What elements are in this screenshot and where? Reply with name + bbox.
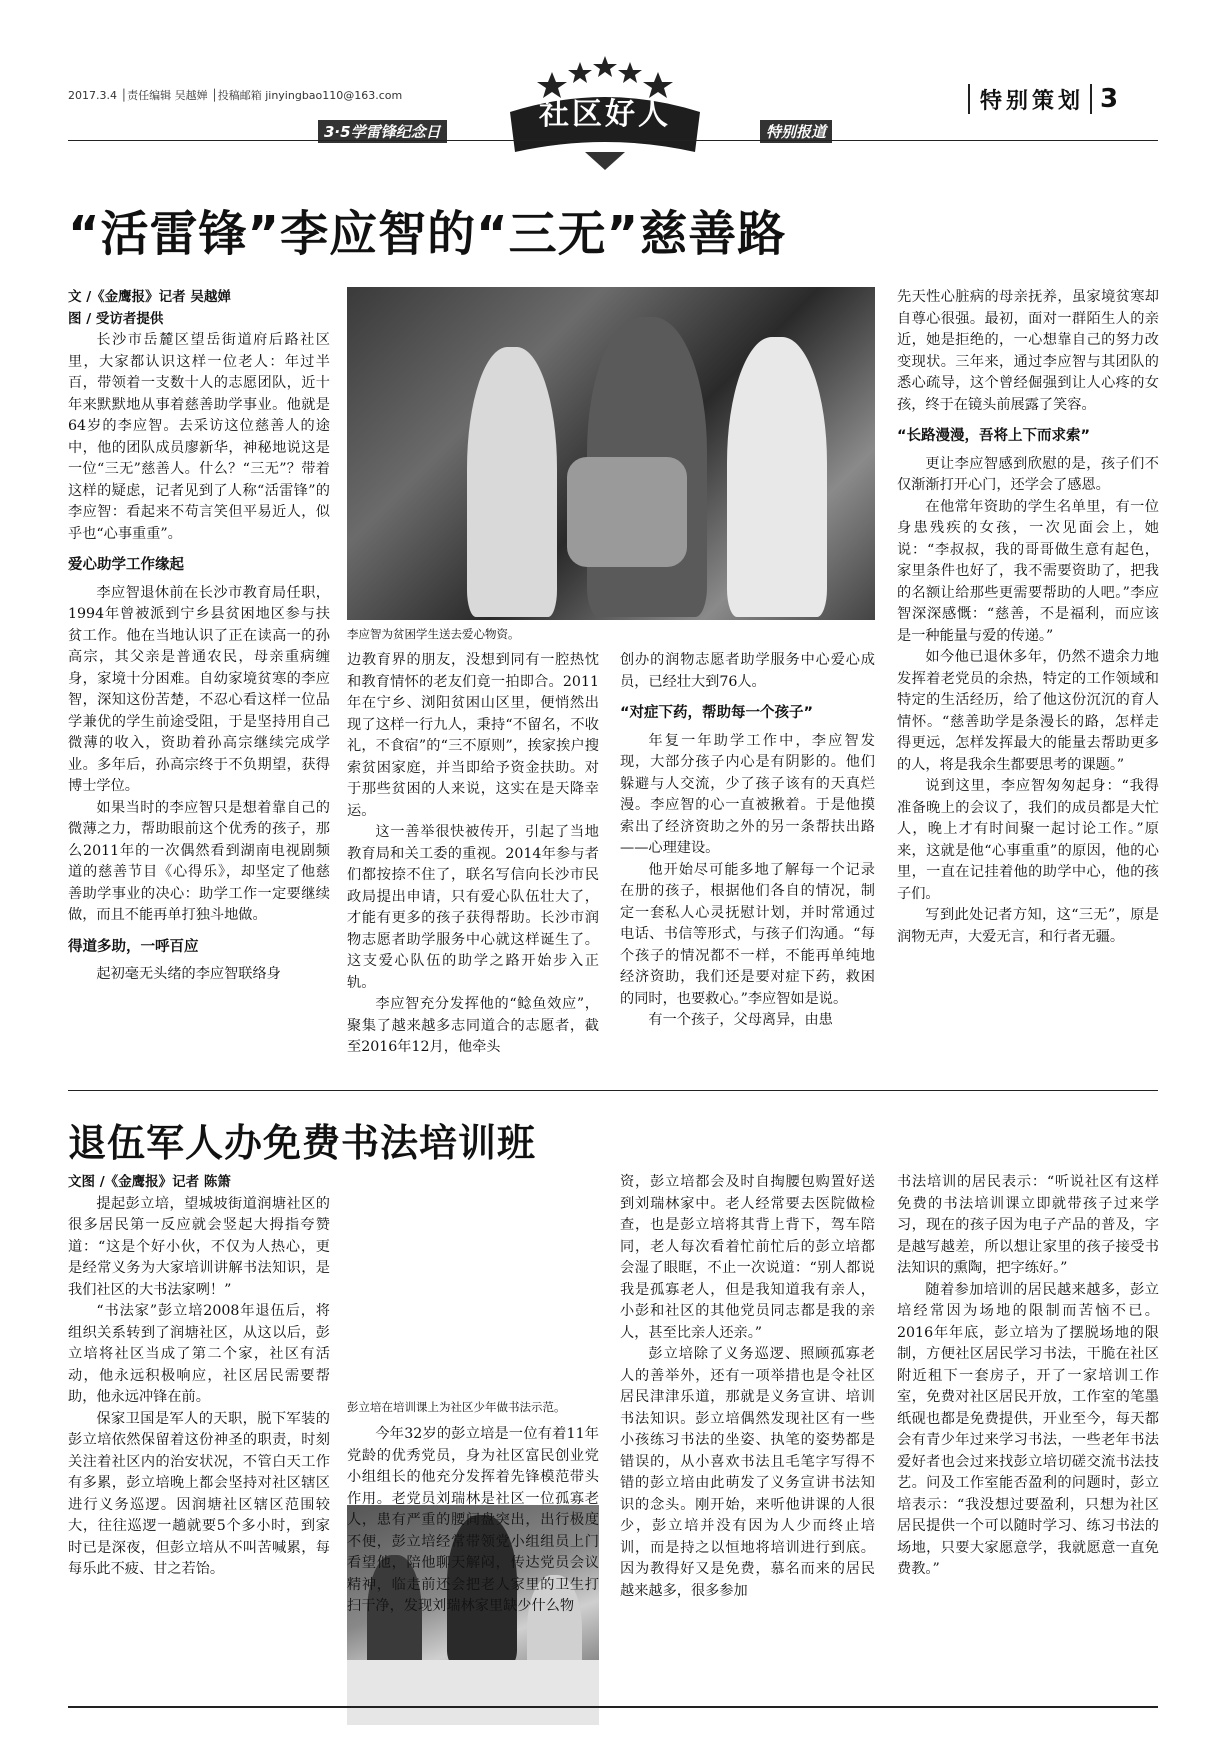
paragraph: 写到此处记者方知，这“三无”，原是润物无声，大爱无言，和行者无疆。 bbox=[897, 907, 1159, 945]
article1-title: “活雷锋”李应智的“三无”慈善路 bbox=[68, 206, 787, 262]
right-banner: 特别报道 bbox=[760, 120, 832, 143]
paragraph: 书法培训的居民表示：“听说社区有这样免费的书法培训课立即就带孩子过来学习，现在的孩子因为电子产品的普及，字是越写越差，所以想让家里的孩子接受书法知识的熏陶，把字练好。” bbox=[897, 1174, 1159, 1276]
paragraph: 如今他已退休多年，仍然不遗余力地发挥着老党员的余热，特定的工作领域和特定的生活经历，给了他这份沉沉的育人情怀。“慈善助学是条漫长的路，怎样走得更远，怎样发挥最大的能量去帮助更多的人，将是我余生都要思考的课题。” bbox=[897, 649, 1159, 773]
section-tag: 特别策划 bbox=[980, 88, 1085, 114]
subheading: “对症下药，帮助每一个孩子” bbox=[620, 705, 814, 721]
center-banner: 社区好人 bbox=[539, 97, 671, 132]
paragraph: 彭立培除了义务巡逻、照顾孤寡老人的善举外，还有一项举措也是令社区居民津津乐道，那就是义务宣讲、培训书法知识。彭立培偶然发现社区有一些小孩练习书法的坐姿、执笔的姿势都是错误的，从小喜欢书法且毛笔字写得不错的彭立培由此萌发了义务宣讲书法知识的念头。刚开始，来听他讲课的人很少，彭立培并没有因为人少而终止培训，而是持之以恒地将培训进行到底。因为教得好又是免费，慕名而来的居民越来越多，很多参加 bbox=[620, 1346, 875, 1599]
subheading: 得道多助，一呼百应 bbox=[68, 938, 199, 955]
article2-col2 bbox=[347, 1424, 599, 1704]
paragraph: 有一个孩子，父母离异，由患 bbox=[648, 1012, 833, 1028]
paragraph: 边教育界的朋友，没想到同有一腔热忱和教育情怀的老友们竟一拍即合。2011年在宁乡、浏阳贫困山区里，便悄然出现了这样一行九人，秉持“不留名，不收礼，不食宿”的“三不原则”，挨家挨户搜索贫困家庭，并当即给予资金扶助。对于那些贫困的人来说，这实在是天降幸运。 bbox=[347, 652, 599, 819]
subheading: 爱心助学工作缘起 bbox=[68, 557, 184, 573]
paragraph: 李应智充分发挥他的“鲶鱼效应”，聚集了越来越多志同道合的志愿者，截至2016年12月，他牵头 bbox=[347, 996, 599, 1055]
paragraph: 如果当时的李应智只是想着靠自己的微薄之力，帮助眼前这个优秀的孩子，那么2011年的一次偶然看到湖南电视剧频道的慈善节目《心得乐》，却坚定了他慈善助学事业的决心：助学工作一定要继续做，而且不能再单打独斗地做。 bbox=[68, 799, 330, 923]
article2-title: 退伍军人办免费书法培训班 bbox=[68, 1121, 537, 1165]
article1-photo-caption: 李应智为贫困学生送去爱心物资。 bbox=[347, 627, 520, 641]
article2-photo-caption: 彭立培在培训课上为社区少年做书法示范。 bbox=[347, 1400, 566, 1414]
paragraph: 李应智退休前在长沙市教育局任职，1994年曾被派到宁乡县贫困地区参与扶贫工作。他在当地认识了正在读高一的孙高宗，其父亲是普通农民，母亲重病缠身，家境十分困难。自幼家境贫寒的李应智，深知这份苦楚，不忍心看这样一位品学兼优的学生前途受阻，于是坚持用自己微薄的收入，资助着孙高宗继续完成学业。多年后，孙高宗终于不负期望，获得博士学位。 bbox=[68, 584, 330, 794]
paragraph: 更让李应智感到欣慰的是，孩子们不仅渐渐打开心门，还学会了感恩。 bbox=[897, 455, 1159, 493]
article1-photo bbox=[347, 287, 875, 620]
left-banner: 3·5学雷锋纪念日 bbox=[318, 120, 447, 143]
article2-col4 bbox=[897, 1172, 1159, 1702]
paragraph: 他开始尽可能多地了解每一个记录在册的孩子，根据他们各自的情况，制定一套私人心灵抚慰计划，并时常通过电话、书信等形式，与孩子们沟通。“每个孩子的情况都不一样，不能再单纯地经济资助，我们还是要对症下药，救困的同时，也要救心。”李应智如是说。 bbox=[620, 861, 875, 1007]
paragraph: 年复一年助学工作中，李应智发现，大部分孩子内心是有阴影的。他们躲避与人交流，少了孩子该有的天真烂漫。李应智的心一直被揪着。于是他摸索出了经济资助之外的另一条帮扶出路——心理建设。 bbox=[620, 732, 875, 856]
paragraph: 起初毫无头绪的李应智联络身 bbox=[96, 966, 281, 982]
paragraph: 说到这里，李应智匆匆起身：“我得准备晚上的会议了，我们的成员都是大忙人，晚上才有时间聚一起讨论工作。”原来，这就是他“心事重重”的原因，他的心里，一直在记挂着他的助学中心，他的孩子们。 bbox=[897, 778, 1159, 902]
section-label bbox=[968, 82, 1118, 116]
article2-col3 bbox=[620, 1172, 875, 1702]
paragraph: 随着参加培训的居民越来越多，彭立培经常因为场地的限制而苦恼不已。2016年年底，彭立培为了摆脱场地的限制，方便社区居民学习书法，干脆在社区附近租下一套房子，开了一家培训工作室，免费对社区居民开放，工作室的笔墨纸砚也都是免费提供，开业至今，每天都会有青少年过来学习书法，一些老年书法爱好者也会过来找彭立培切磋交流书法技艺。问及工作室能否盈利的问题时，彭立培表示：“我没想过要盈利，只想为社区居民提供一个可以随时学习、练习书法的场地，只要大家愿意学，我就愿意一直免费教。” bbox=[897, 1281, 1159, 1577]
page-number: 3 bbox=[1100, 84, 1119, 114]
paragraph: 今年32岁的彭立培是一位有着11年党龄的优秀党员，身为社区富民创业党小组组长的他充分发挥着先锋模范带头作用。老党员刘瑞林是社区一位孤寡老人，患有严重的腰间盘突出，出行极度不便，彭立培经常带领党小组组员上门看望他，陪他聊天解闷，传达党员会议精神，临走前还会把老人家里的卫生打扫干净，发现刘瑞林家里缺少什么物 bbox=[347, 1426, 599, 1614]
paragraph: 长沙市岳麓区望岳街道府后路社区里，大家都认识这样一位老人：年过半百，带领着一支数十人的志愿团队，近十年来默默地从事着慈善助学事业。他就是64岁的李应智。去采访这位慈善人的途中，他的团队成员廖新华，神秘地说这是一位“三无”慈善人。什么？“三无”？带着这样的疑虑，记者见到了人称“活雷锋”的李应智：看起来不苟言笑但平易近人，似乎也“心事重重”。 bbox=[68, 332, 330, 542]
article1-col1 bbox=[68, 287, 330, 1067]
article1-col2 bbox=[347, 650, 599, 1070]
article1-col4 bbox=[897, 287, 1159, 1067]
paragraph: 这一善举很快被传开，引起了当地教育局和关工委的重视。2014年参与者们都按捺不住了，联名写信向长沙市民政局提出申请，只有爱心队伍壮大了，才能有更多的孩子获得帮助。长沙市润物志愿者助学服务中心就这样诞生了。这支爱心队伍的助学之路开始步入正轨。 bbox=[347, 824, 599, 991]
subheading: “长路漫漫，吾将上下而求索” bbox=[897, 428, 1091, 444]
paragraph: 保家卫国是军人的天职，脱下军装的彭立培依然保留着这份神圣的职责，时刻关注着社区内的治安状况，不管白天工作有多累，彭立培晚上都会坚持对社区辖区进行义务巡逻。因润塘社区辖区范围较大，往往巡逻一趟就要5个多小时，到家时已是深夜，但彭立培从不叫苦喊累，每每乐此不疲、甘之若饴。 bbox=[68, 1410, 330, 1577]
article1-col3 bbox=[620, 650, 875, 1070]
paragraph: “书法家”彭立培2008年退伍后，将组织关系转到了润塘社区，从这以后，彭立培将社区当成了第二个家，社区有活动，他永远积极响应，社区居民需要帮助，他永远冲锋在前。 bbox=[68, 1303, 330, 1405]
header-date-line: 2017.3.4 │责任编辑 吴越婵 │投稿邮箱 jinyingbao110@163.com bbox=[68, 89, 403, 102]
paragraph: 资，彭立培都会及时自掏腰包购置好送到刘瑞林家中。老人经常要去医院做检查，也是彭立培将其背上背下，驾车陪同，老人每次看着忙前忙后的彭立培都会湿了眼眶，不止一次说道：“别人都说我是孤寡老人，但是我知道我有亲人，小彭和社区的其他党员同志都是我的亲人，甚至比亲人还亲。” bbox=[620, 1174, 875, 1341]
paragraph: 在他常年资助的学生名单里，有一位身患残疾的女孩，一次见面会上，她说：“李叔叔，我的哥哥做生意有起色，家里条件也好了，我不需要资助了，把我的名额让给那些更需要帮助的人吧。”李应智深深感慨：“慈善，不是福利，而应该是一种能量与爱的传递。” bbox=[897, 498, 1159, 644]
paragraph: 先天性心脏病的母亲抚养，虽家境贫寒却自尊心很强。最初，面对一群陌生人的亲近，她是拒绝的，一心想靠自己的努力改变现状。三年来，通过李应智与其团队的悉心疏导，这个曾经倔强到让人心疼的女孩，终于在镜头前展露了笑容。 bbox=[897, 289, 1159, 413]
article2-byline: 文图 /《金鹰报》记者 陈箫 bbox=[68, 1174, 231, 1190]
paragraph: 创办的润物志愿者助学服务中心爱心成员，已经壮大到76人。 bbox=[620, 652, 875, 690]
article1-photo-credit: 图 / 受访者提供 bbox=[68, 310, 164, 327]
article1-byline: 文 /《金鹰报》记者 吴越婵 bbox=[68, 289, 231, 305]
paragraph: 提起彭立培，望城坡街道润塘社区的很多居民第一反应就会竖起大拇指夸赞道：“这是个好小伙，不仅为人热心，更是经常义务为大家培训讲解书法知识，是我们社区的大书法家咧！” bbox=[68, 1195, 330, 1298]
article2-col1 bbox=[68, 1172, 330, 1702]
